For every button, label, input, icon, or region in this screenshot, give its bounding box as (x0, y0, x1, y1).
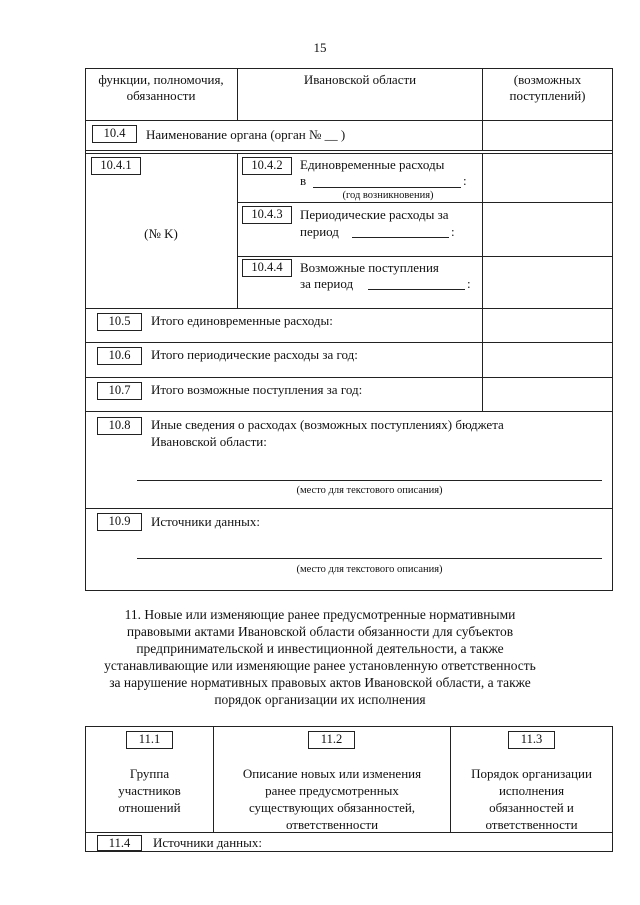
sources-description-caption: (место для текстового описания) (296, 564, 443, 575)
colon: : (467, 276, 471, 291)
description-line[interactable] (137, 480, 602, 481)
periodic-period-blank[interactable] (352, 237, 449, 238)
field-number-10-4: 10.4 (92, 125, 137, 143)
k-number-label: (№ K) (144, 226, 178, 241)
data-sources-label: Источники данных: (151, 514, 260, 529)
possible-revenues-label: Возможные поступления (300, 260, 439, 275)
field-number-11-2: 11.2 (308, 731, 355, 749)
total-periodic-label: Итого периодические расходы за год: (151, 347, 358, 362)
field-number-10-4-1: 10.4.1 (91, 157, 141, 175)
periodic-expenses-label: Периодические расходы за (300, 207, 449, 222)
field-number-10-8: 10.8 (97, 417, 142, 435)
participants-group-header: Группа участников отношений (118, 766, 181, 815)
field-number-10-4-4: 10.4.4 (242, 259, 292, 277)
data-sources-11-label: Источники данных: (153, 835, 262, 850)
organ-name-label: Наименование органа (орган № __ ) (146, 127, 346, 142)
total-one-time-label: Итого единовременные расходы: (151, 313, 333, 328)
total-revenues-label: Итого возможные поступления за год: (151, 382, 363, 397)
execution-order-header: Порядок организации исполнения обязанностей и ответственности (471, 766, 592, 832)
periodic-period-label: период (300, 224, 339, 239)
field-number-10-5: 10.5 (97, 313, 142, 331)
sources-description-line[interactable] (137, 558, 602, 559)
field-number-10-4-2: 10.4.2 (242, 157, 292, 175)
field-number-11-1: 11.1 (126, 731, 173, 749)
description-caption: (место для текстового описания) (296, 485, 443, 496)
header-functions: функции, полномочия, обязанности (98, 72, 224, 103)
colon: : (451, 224, 455, 239)
revenues-period-label: за период (300, 276, 354, 291)
other-info-label: Иные сведения о расходах (возможных поступлениях) бюджета (151, 417, 504, 432)
section-11-heading: 11. Новые или изменяющие ранее предусмотренные нормативными правовыми актами Ивановской области обязанности для субъектов предпринимательской и инвестиционной деятельности, а также устанавливающие или изменяющие ранее установленную ответственность за нарушение нормативных правовых актов Ивановской области, а также порядок организации их исполнения (104, 607, 536, 707)
obligations-description-header: Описание новых или изменения ранее предусмотренных существующих обязанностей, ответственности (242, 766, 422, 832)
year-blank[interactable] (313, 187, 461, 188)
field-number-10-6: 10.6 (97, 347, 142, 365)
field-number-11-3: 11.3 (508, 731, 555, 749)
field-number-10-4-3: 10.4.3 (242, 206, 292, 224)
other-info-label-2: Ивановской области: (151, 434, 267, 449)
year-caption: (год возникновения) (342, 190, 434, 201)
header-revenues: (возможных поступлений) (509, 72, 586, 103)
field-number-11-4: 11.4 (97, 835, 142, 851)
colon: : (463, 173, 467, 188)
field-number-10-7: 10.7 (97, 382, 142, 400)
revenues-period-blank[interactable] (368, 289, 465, 290)
one-time-expenses-label: Единовременные расходы (300, 157, 445, 172)
one-time-in-label: в (300, 173, 307, 188)
field-number-10-9: 10.9 (97, 513, 142, 531)
page-number: 15 (313, 40, 327, 55)
header-region: Ивановской области (303, 72, 417, 87)
